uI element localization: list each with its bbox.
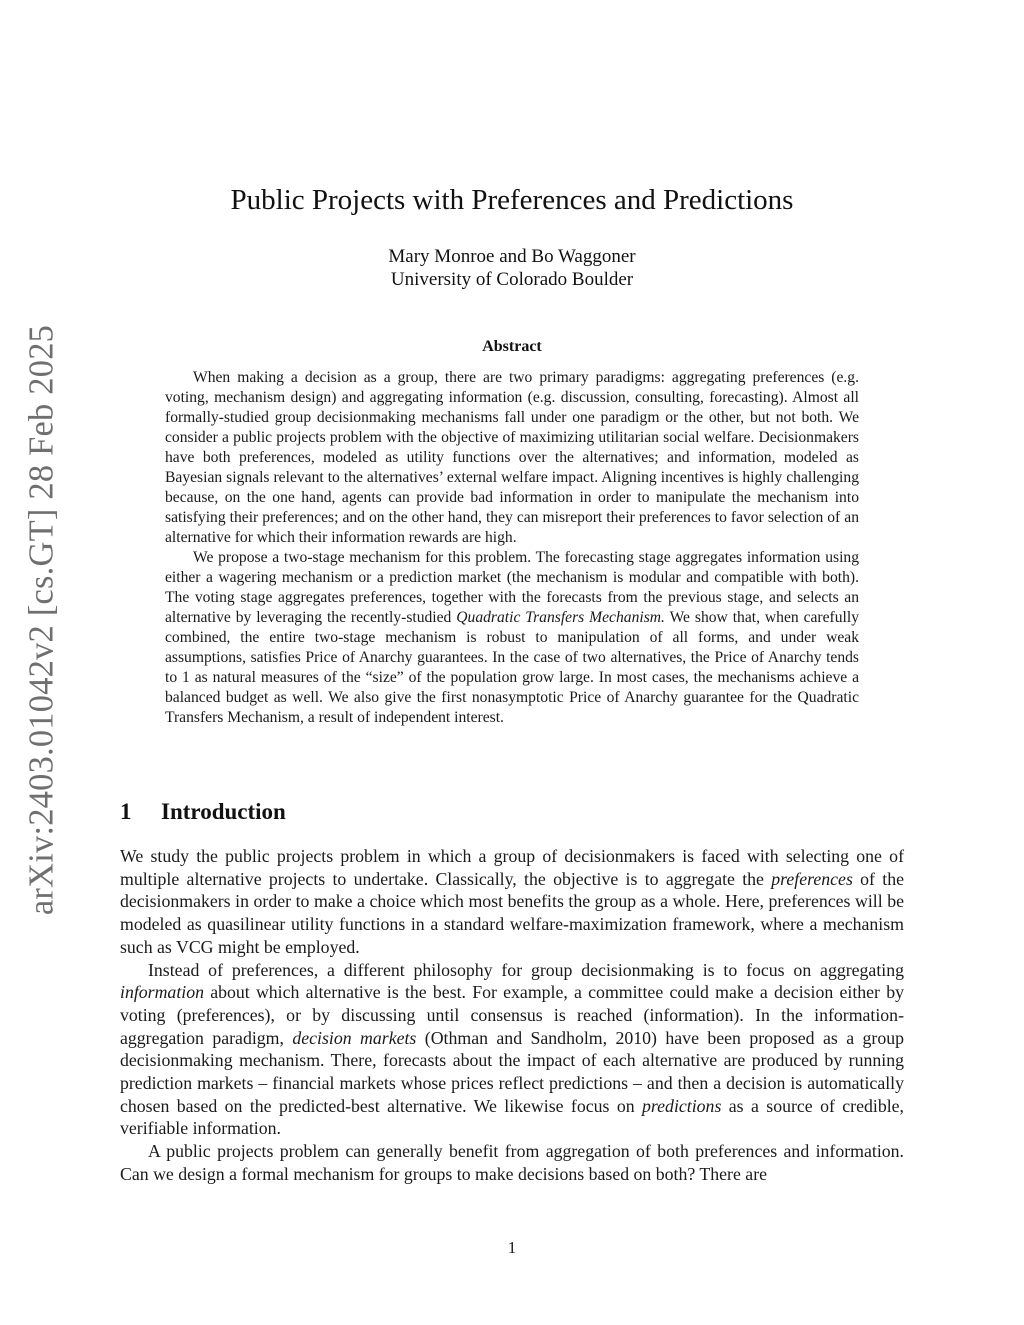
body-paragraph xyxy=(120,959,904,1141)
emphasis: information xyxy=(120,982,204,1003)
paper-title: Public Projects with Preferences and Predictions xyxy=(230,184,794,216)
introduction-body xyxy=(120,845,904,1186)
text-run: We propose a two-stage mechanism for this problem. The forecasting stage aggregates information using either a wagering mechanism or a prediction market (the mechanism is modular and compatible with both). The voting stage aggregates preferences, together with the forecasts from the previous stage, and selects an alternative by leveraging the recently-studied xyxy=(165,549,859,626)
author-list: Mary Monroe and Bo Waggoner xyxy=(388,246,636,267)
abstract-body xyxy=(165,368,859,728)
text-run: We study the public projects problem in which a group of decisionmakers is faced with selecting one of multiple alternative projects to undertake. Classically, the objective is to aggregate the xyxy=(120,846,904,889)
section-title: Introduction xyxy=(161,799,286,824)
affiliation: University of Colorado Boulder xyxy=(390,269,634,290)
body-paragraph: A public projects problem can generally benefit from aggregation of both preferences and information. Can we design a formal mechanism for groups to make decisions based on both? There are xyxy=(120,1141,904,1184)
section-number: 1 xyxy=(120,799,132,824)
text-run: as a source of credible, verifiable information. xyxy=(120,1095,904,1139)
emphasis: predictions xyxy=(642,1095,722,1116)
emphasis: Quadratic Transfers Mechanism. xyxy=(456,609,665,626)
abstract-heading: Abstract xyxy=(482,338,542,355)
section-heading xyxy=(120,799,286,825)
text-run: about which alternative is the best. For example, a committee could make a decision either by voting (preferences), or by discussing until consensus is reached (information). In the information-aggregation paradigm, xyxy=(120,982,904,1048)
abstract-paragraph: When making a decision as a group, there are two primary paradigms: aggregating preferences (e.g. voting, mechanism design) and aggregating information (e.g. discussion, consulting, forecasting). Almost all formally-studied group decisionmaking mechanisms fall under one paradigm or the other, but not both. We consider a public projects problem with the objective of maximizing utilitarian social welfare. Decisionmakers have both preferences, modeled as utility functions over the alternatives; and information, modeled as Bayesian signals relevant to the alternatives’ external welfare impact. Aligning incentives is highly challenging because, on the one hand, agents can provide bad information in order to manipulate the mechanism into satisfying their preferences; and on the other hand, they can misreport their preferences to favor selection of an alternative for which their information rewards are high. xyxy=(165,369,859,546)
arxiv-identifier: arXiv:2403.01042v2 [cs.GT] 28 Feb 2025 xyxy=(22,324,61,916)
page-number: 1 xyxy=(507,1238,517,1257)
citation-text: (Othman and Sandholm, 2010) have been proposed as a group decisionmaking mechanism. There, forecasts about the impact of each alternative are produced by running prediction markets – financial markets whose prices reflect predictions – and then a decision is automatically chosen based on the predicted-best alternative. We likewise focus on xyxy=(120,1027,905,1116)
abstract-paragraph xyxy=(165,548,859,728)
text-run: Instead of preferences, a different philosophy for group decisionmaking is to focus on aggregating xyxy=(148,959,904,980)
emphasis: decision markets xyxy=(292,1027,417,1048)
text-run: of the decisionmakers in order to make a choice which most benefits the group as a whole. Here, preferences will be modeled as quasilinear utility functions in a standard welfare-maximization framework, where a mechanism such as VCG might be employed. xyxy=(120,868,905,957)
text-run: We show that, when carefully combined, the entire two-stage mechanism is robust to manipulation of all forms, and under weak assumptions, satisfies Price of Anarchy guarantees. In the case of two alternatives, the Price of Anarchy tends to 1 as natural measures of the “size” of the population grow large. In most cases, the mechanisms achieve a balanced budget as well. We also give the first nonasymptotic Price of Anarchy guarantee for the Quadratic Transfers Mechanism, a result of independent interest. xyxy=(165,609,859,726)
emphasis: preferences xyxy=(771,868,853,889)
body-paragraph xyxy=(120,845,904,959)
